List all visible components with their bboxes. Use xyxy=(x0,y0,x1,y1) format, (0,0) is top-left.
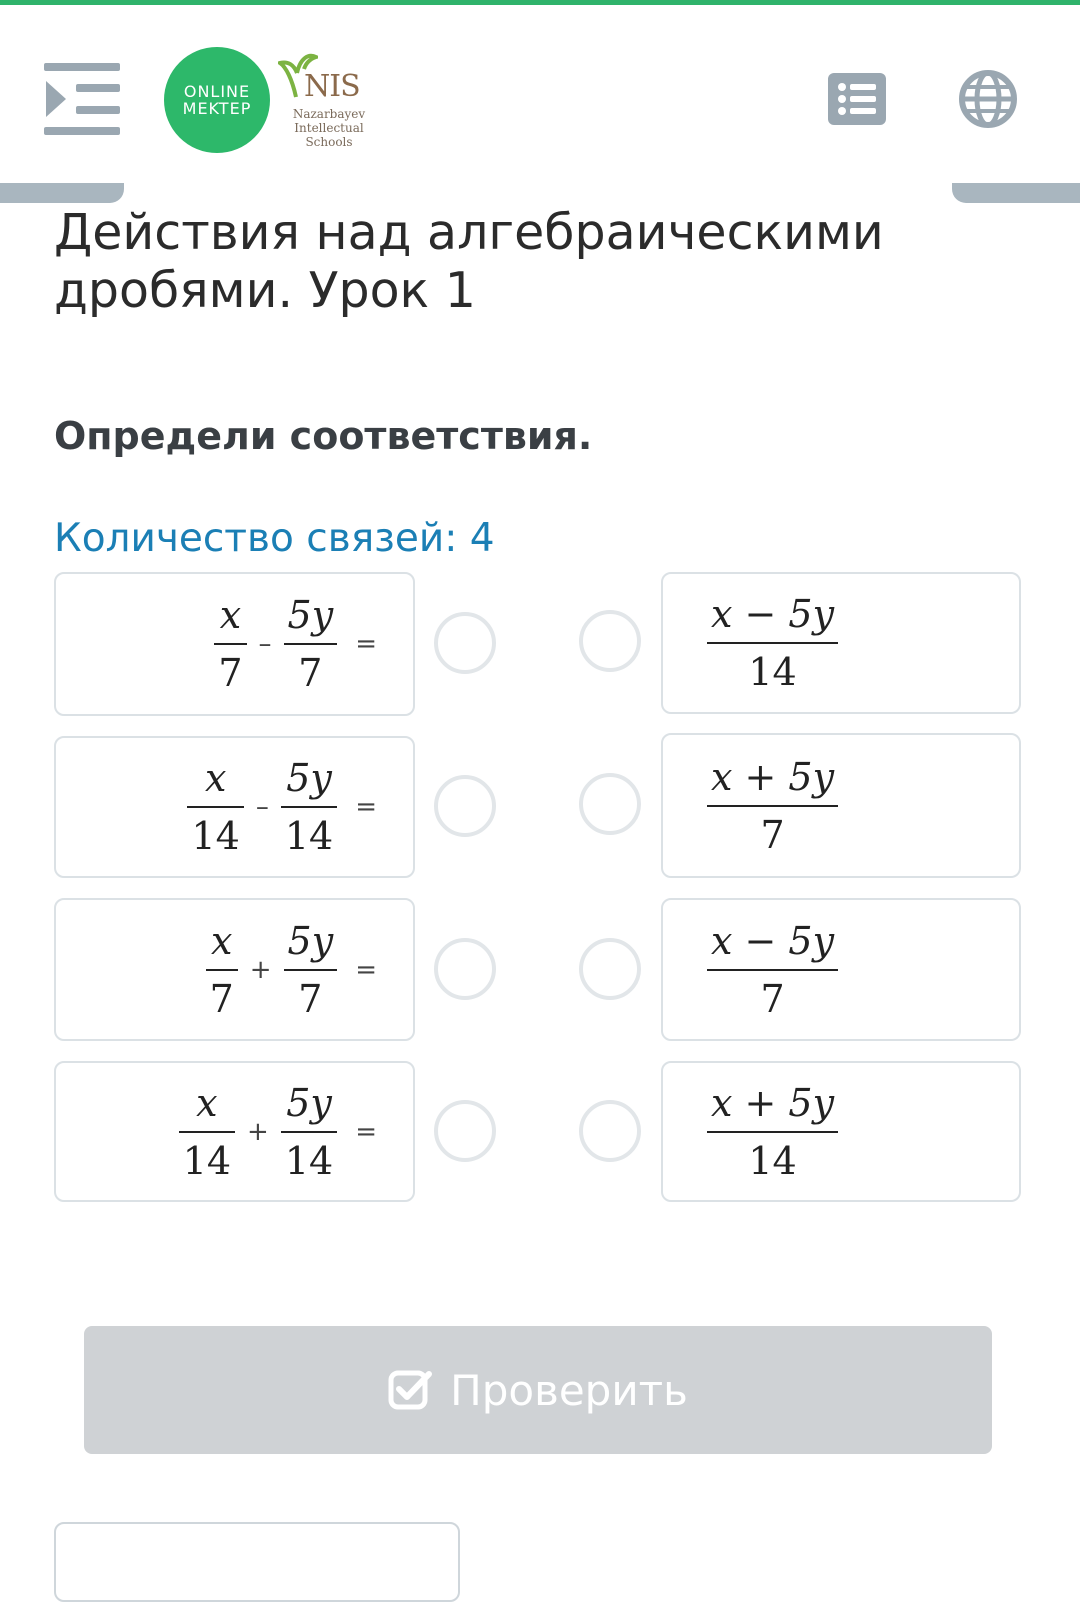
logo-mektep-text: MEKTEP xyxy=(182,99,252,118)
numerator: 5y xyxy=(287,593,334,637)
numerator: x + 5y xyxy=(711,1080,835,1125)
nis-line-3: Schools xyxy=(305,135,353,149)
fraction xyxy=(179,1079,235,1185)
denominator: 7 xyxy=(760,976,785,1021)
equals-sign: = xyxy=(355,792,377,822)
previous-tab-handle[interactable] xyxy=(0,183,124,203)
check-button-label: Проверить xyxy=(450,1365,688,1415)
equals-sign: = xyxy=(355,954,377,985)
right-connector-radio[interactable] xyxy=(579,1100,641,1162)
next-section-box[interactable] xyxy=(54,1522,460,1602)
left-connector-radio[interactable] xyxy=(434,775,496,837)
fraction xyxy=(707,1079,838,1185)
numerator: x xyxy=(210,918,233,963)
fraction xyxy=(707,917,838,1023)
operator: + xyxy=(249,954,272,985)
expression xyxy=(699,900,846,1039)
page-title: Действия над алгебраическими дробями. Урок 1 xyxy=(54,204,884,319)
check-button[interactable] xyxy=(84,1326,992,1454)
numerator: x xyxy=(204,756,227,800)
fraction xyxy=(206,917,238,1023)
fraction xyxy=(214,591,246,697)
numerator: 5y xyxy=(286,756,332,800)
menu-icon[interactable] xyxy=(44,63,120,135)
fraction xyxy=(284,917,338,1023)
checkbox-check-icon xyxy=(388,1368,432,1412)
app-header xyxy=(0,5,1080,185)
equals-sign: = xyxy=(355,629,377,659)
denominator: 7 xyxy=(760,812,785,857)
fraction xyxy=(707,590,838,696)
equals-sign: = xyxy=(355,1116,377,1147)
denominator: 14 xyxy=(284,814,334,858)
expression xyxy=(699,735,846,876)
left-expression-card[interactable] xyxy=(54,736,415,878)
right-answer-card[interactable] xyxy=(661,572,1021,714)
nis-logo xyxy=(278,49,378,153)
logo-online-text: ONLINE xyxy=(183,82,251,101)
denominator: 14 xyxy=(182,1138,232,1183)
left-connector-radio[interactable] xyxy=(434,938,496,1000)
expression xyxy=(699,574,846,712)
right-answer-card[interactable] xyxy=(661,1061,1021,1202)
denominator: 7 xyxy=(298,651,323,695)
numerator: 5y xyxy=(287,918,334,963)
expression xyxy=(198,900,377,1039)
list-icon[interactable] xyxy=(828,73,886,125)
numerator: x + 5y xyxy=(711,754,835,799)
nis-line-1: Nazarbayev xyxy=(292,107,366,121)
online-mektep-logo xyxy=(164,47,270,153)
expression xyxy=(206,574,377,714)
left-connector-radio[interactable] xyxy=(434,1100,496,1162)
numerator: 5y xyxy=(286,1080,332,1125)
right-connector-radio[interactable] xyxy=(579,610,641,672)
left-expression-card[interactable] xyxy=(54,1061,415,1202)
links-count: Количество связей: 4 xyxy=(54,516,495,561)
denominator: 14 xyxy=(284,1138,334,1183)
operator: – xyxy=(255,792,269,822)
numerator: x − 5y xyxy=(711,918,835,963)
nis-title: NIS xyxy=(304,69,360,104)
denominator: 7 xyxy=(218,651,243,695)
expression xyxy=(179,738,377,876)
numerator: x xyxy=(219,593,242,637)
globe-icon[interactable] xyxy=(958,69,1018,129)
denominator: 7 xyxy=(298,976,323,1021)
denominator: 14 xyxy=(748,1138,797,1183)
fraction xyxy=(187,754,243,860)
right-answer-card[interactable] xyxy=(661,898,1021,1041)
fraction xyxy=(281,754,337,860)
nis-line-2: Intellectual xyxy=(294,121,364,135)
left-expression-card[interactable] xyxy=(54,898,415,1041)
left-expression-card[interactable] xyxy=(54,572,415,716)
operator: – xyxy=(258,629,272,659)
task-instruction: Определи соответствия. xyxy=(54,414,593,458)
right-connector-radio[interactable] xyxy=(579,938,641,1000)
expression xyxy=(699,1063,846,1200)
right-connector-radio[interactable] xyxy=(579,773,641,835)
next-tab-handle[interactable] xyxy=(952,183,1080,203)
nis-subtitle xyxy=(284,107,374,149)
left-connector-radio[interactable] xyxy=(434,612,496,674)
fraction xyxy=(281,1079,337,1185)
denominator: 7 xyxy=(209,976,234,1021)
fraction xyxy=(707,753,838,859)
denominator: 14 xyxy=(748,650,797,694)
numerator: x − 5y xyxy=(711,592,835,636)
right-answer-card[interactable] xyxy=(661,733,1021,878)
numerator: x xyxy=(196,1080,218,1125)
denominator: 14 xyxy=(191,814,240,858)
expression xyxy=(171,1063,377,1200)
operator: + xyxy=(247,1116,269,1147)
fraction xyxy=(284,591,338,697)
